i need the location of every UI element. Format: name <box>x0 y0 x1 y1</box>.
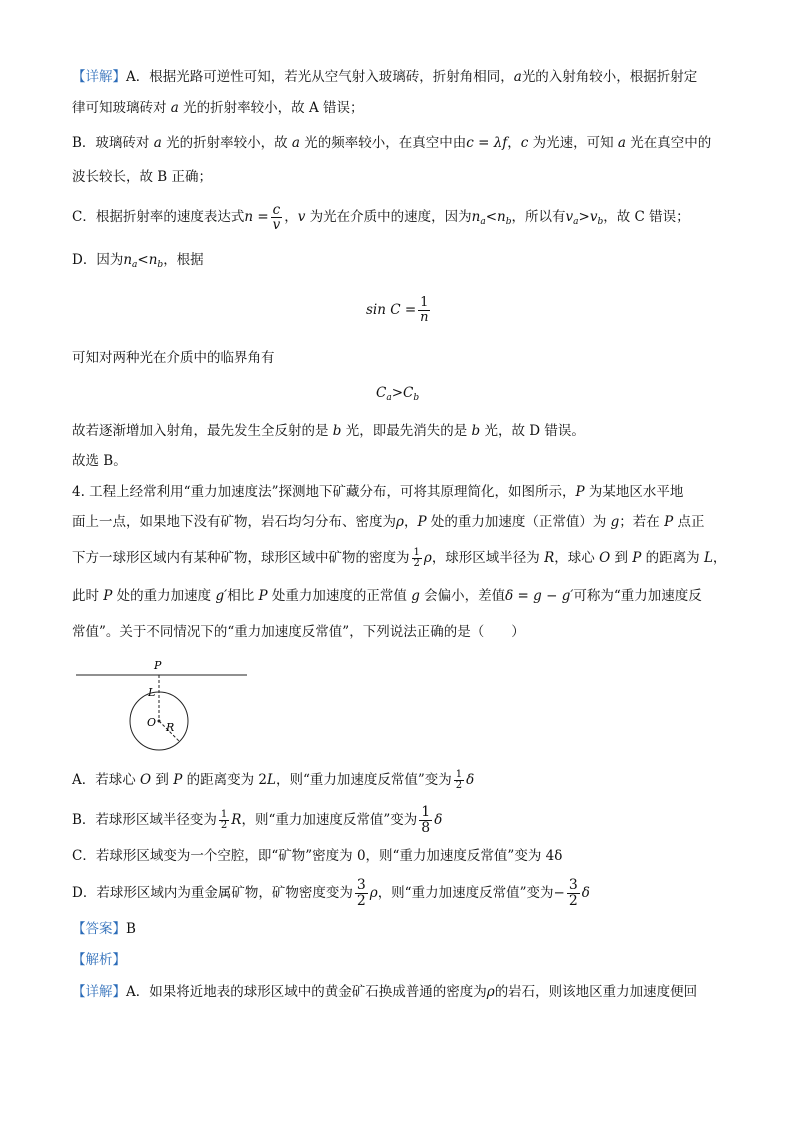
answer-label: 【答案】 <box>72 921 126 937</box>
detail-line-d-2: 可知对两种光在介质中的临界角有 <box>72 350 275 366</box>
question-4-line-1: 4. 工程上经常利用“重力加速度法”探测地下矿藏分布，可将其原理简化，如图所示，P 为某地区水平地 <box>72 484 684 500</box>
question-4-line-2: 面上一点，如果地下没有矿物，岩石均匀分布、密度为ρ，P 处的重力加速度（正常值）为 g；若在 P 点正 <box>72 514 705 530</box>
detail-line-a-2: 律可知玻璃砖对 a 光的折射率较小，故 A 错误； <box>72 100 364 116</box>
detail-line-last: 【详解】A．如果将近地表的球形区域中的黄金矿石换成普通的密度为ρ的岩石，则该地区重力加速度便回 <box>72 984 698 1000</box>
fraction-c-over-v: $\frac{c}{v}$ <box>272 201 281 233</box>
option-b: B．若球形区域半径变为 $\frac{1}{2}$ R，则“重力加速度反常值”变为 $\frac{1}{8}$ δ <box>72 804 443 836</box>
label-p: P <box>154 659 162 672</box>
detail-line-c: C．根据折射率的速度表达式n = $\frac{c}{v}$ ，v 为光在介质中的速度，因为$n_a<n_b$，所以有$v_a>v_b$，故 C 错误； <box>72 201 690 233</box>
label-r: R <box>166 721 175 734</box>
question-4-line-3: 下方一球形区域内有某种矿物，球形区域中矿物的密度为 $\frac{1}{2}$ ρ，球形区域半径为 R，球心 O 到 P 的距离为 L， <box>72 546 727 569</box>
option-d: D．若球形区域内为重金属矿物，矿物密度变为 $\frac{3}{2}$ ρ，则“重力加速度反常值”变为− $\frac{3}{2}$ δ <box>72 877 590 909</box>
option-a: A．若球心 O 到 P 的距离变为 2L，则“重力加速度反常值”变为 $\frac{1}{2}$ δ <box>72 768 475 791</box>
detail-line-b-2: 波长较长，故 B 正确； <box>72 169 213 185</box>
formula-ca-cb: $C_a>C_b$ <box>376 385 420 403</box>
analysis-label: 【解析】 <box>72 952 126 968</box>
detail-line-d-1: D．因为$n_a<n_b$，根据 <box>72 252 204 270</box>
answer-value: B <box>126 921 136 937</box>
question-4-line-5: 常值”。关于不同情况下的“重力加速度反常值”，下列说法正确的是（ ） <box>72 624 525 640</box>
analysis-line <box>72 950 126 970</box>
option-c: C．若球形区域变为一个空腔，即“矿物”密度为 0，则“重力加速度反常值”变为 4δ <box>72 848 563 864</box>
detail-conclusion: 故选 B。 <box>72 453 127 469</box>
label-l: L <box>148 686 156 699</box>
detail-label: 【详解】 <box>72 69 126 85</box>
formula-c-lambda-f: c = λf <box>466 135 508 151</box>
detail-line-b-1: B．玻璃砖对 a 光的折射率较小，故 a 光的频率较小，在真空中由c = λf，c 为光速，可知 a 光在真空中的 <box>72 135 712 151</box>
label-o: O <box>147 716 157 729</box>
detail-line-a-1: 【详解】A．根据光路可逆性可知，若光从空气射入玻璃砖，折射角相同，a光的入射角较小，根据折射定 <box>72 69 698 85</box>
formula-delta: δ = g − g′ <box>505 588 574 604</box>
detail-line-d-3: 故若逐渐增加入射角，最先发生全反射的是 b 光，即最先消失的是 b 光，故 D 错误。 <box>72 423 585 439</box>
answer-line <box>72 919 136 939</box>
question-4-line-4: 此时 P 处的重力加速度 g′相比 P 处重力加速度的正常值 g 会偏小，差值δ = g − g′可称为“重力加速度反 <box>72 588 702 604</box>
formula-sin-c: sin C = $\frac{1}{n}$ <box>366 295 429 325</box>
geometry-figure <box>70 655 255 755</box>
